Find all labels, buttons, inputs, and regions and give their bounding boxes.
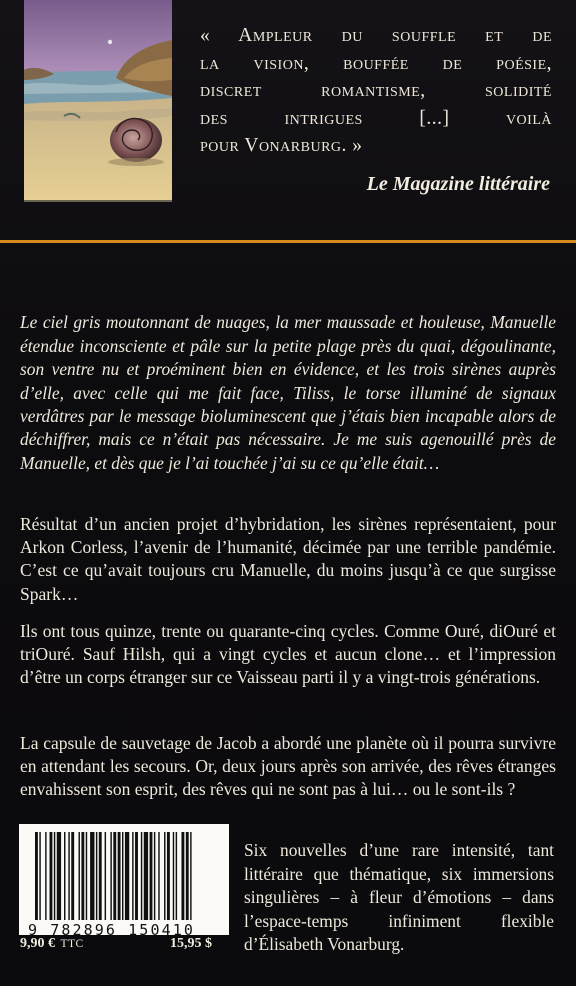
- cover-thumbnail-image: [24, 0, 172, 202]
- seashell-beach-illustration: [24, 0, 172, 200]
- summary-paragraph: Ils ont tous quinze, trente ou quarante-cinq cycles. Comme Ouré, diOuré et triOuré. Sauf Hilsh, qui a vingt cycles et aucun clone… et l’impression d’être un corps étranger sur ce Vaisseau parti il y a vingt-trois générations.: [20, 620, 556, 688]
- quote-source: Le Magazine littéraire: [366, 173, 550, 195]
- review-quote: [200, 22, 552, 160]
- price-euro: [20, 936, 84, 952]
- collection-blurb: Six nouvelles d’une rare intensité, tant littéraire que thématique, six immersions singulières – à fleur d’émotions – dans l’espace-temps infiniment flexible d’Élisabeth Vonarburg.: [244, 840, 554, 955]
- isbn-barcode: [19, 824, 229, 935]
- price-cad: 15,95 $: [170, 936, 212, 951]
- isbn-number: 9 782896 150410: [28, 921, 195, 939]
- quote-line: discret romantisme, solidité: [200, 80, 552, 102]
- orange-divider: [0, 240, 576, 243]
- price-euro-value: 9,90 €: [20, 936, 55, 951]
- summary-paragraph: La capsule de sauvetage de Jacob a abordé une planète où il pourra survivre en attendant les secours. Or, deux jours après son arrivée, des rêves étranges envahissent son esprit, des rêves qui ne sont pas à lui… ou le sont-ils ?: [20, 732, 556, 800]
- quote-line: la vision, bouffée de poésie,: [200, 52, 552, 74]
- excerpt-paragraph: Le ciel gris moutonnant de nuages, la mer maussade et houleuse, Manuelle étendue inconsciente et pâle sur la petite plage près du quai, dégoulinante, son ventre nu et proéminent bien en évidence, et les trois sirènes auprès d’elle, avec celle qui me fait face, Tiliss, le torse illuminé de signaux verdâtres par le message bioluminescent que j’étais bien incapable alors de déchiffrer, mais ce n’était pas nécessaire. Je me suis agenouillé près de Manuelle, et dès que je l’ai touchée j’ai su ce qu’elle était…: [20, 312, 556, 473]
- barcode-bars: [19, 824, 229, 922]
- summary-paragraph: Résultat d’un ancien projet d’hybridation, les sirènes représentaient, pour Arkon Corless, l’avenir de l’humanité, décimée par une terrible pandémie. C’est ce qu’avait toujours cru Manuelle, du moins jusqu’à ce que surgisse Spark…: [20, 513, 556, 604]
- price-euro-suffix: TTC: [60, 938, 84, 950]
- quote-line: pour Vonarburg. »: [200, 135, 363, 157]
- quote-line: des intrigues [...] voilà: [200, 107, 552, 129]
- quote-line: « Ampleur du souffle et de: [200, 25, 552, 46]
